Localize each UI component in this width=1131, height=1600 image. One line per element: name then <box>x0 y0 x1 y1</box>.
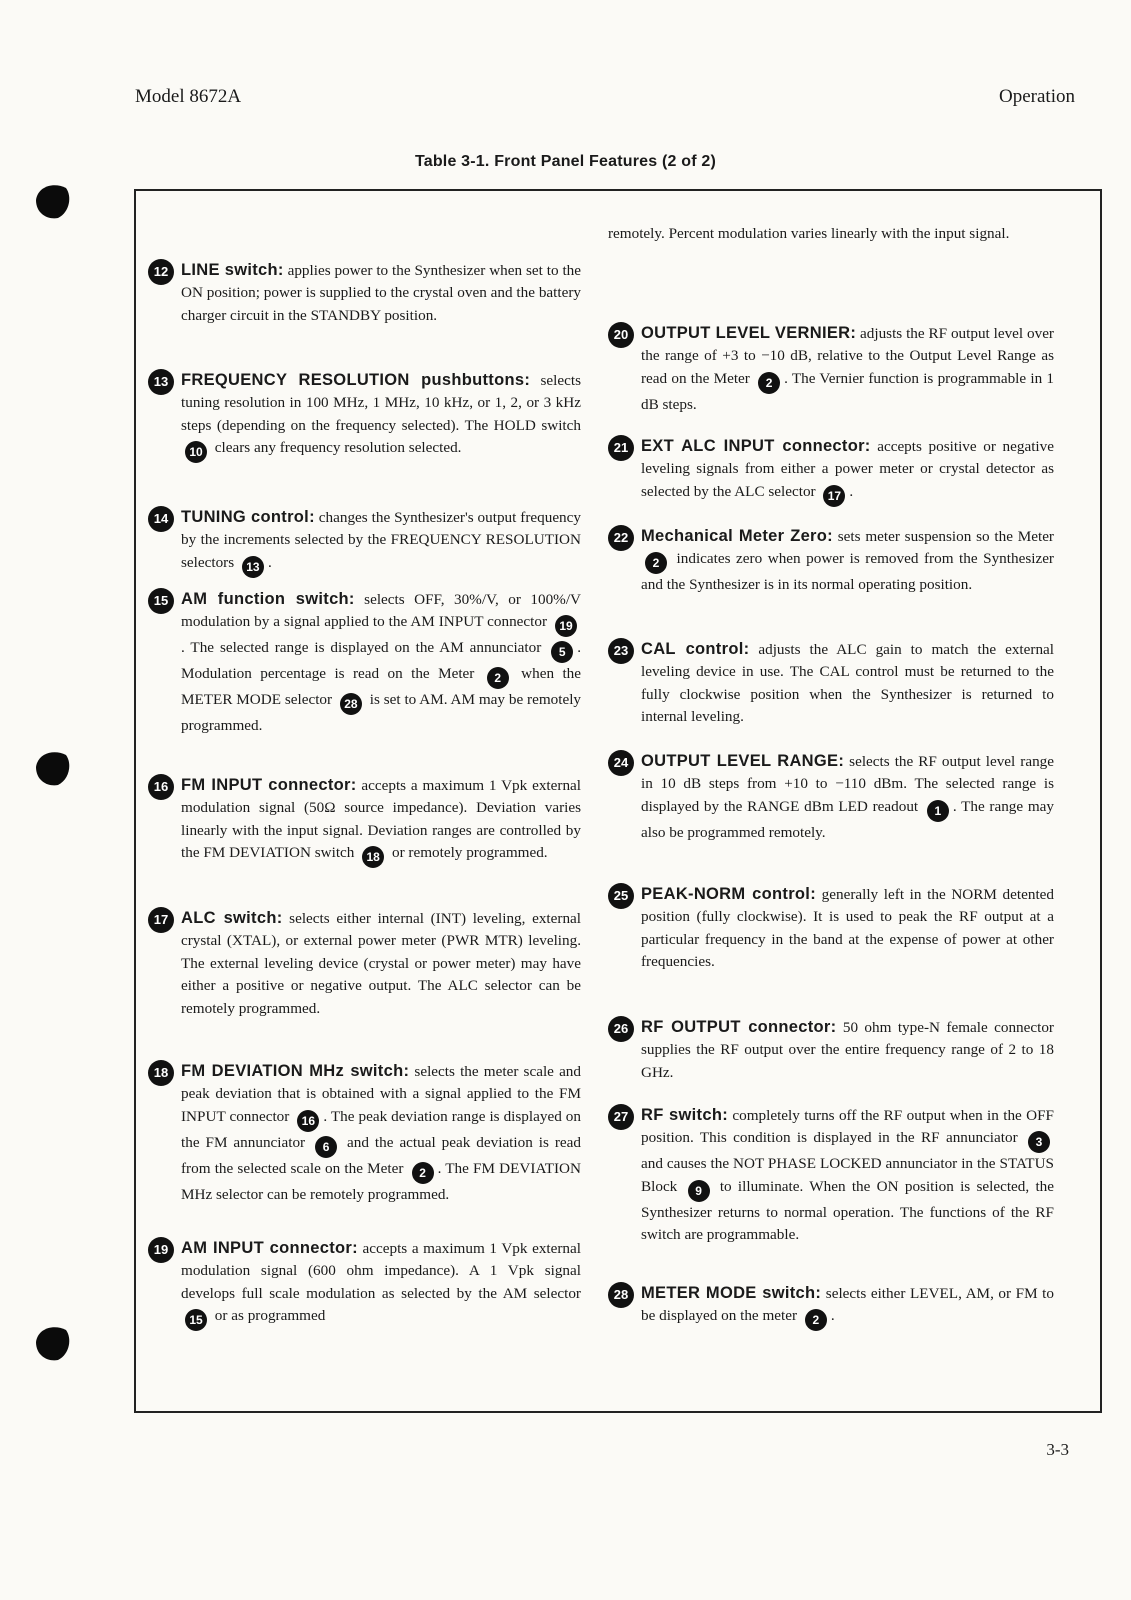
callout-number-icon: 12 <box>148 259 174 285</box>
callout-number-icon: 25 <box>608 883 634 909</box>
callout-number-icon: 16 <box>148 774 174 800</box>
feature-description: . Modulation percentage is read on the Meter <box>181 639 581 683</box>
callout-number-icon: 23 <box>608 638 634 664</box>
reference-number-icon: 10 <box>185 441 207 463</box>
reference-number-icon: 13 <box>242 556 264 578</box>
table-frame <box>134 189 1102 1413</box>
feature-label: OUTPUT LEVEL RANGE: <box>641 752 845 770</box>
feature-description: accepts a maximum 1 Vpk external modulation signal (600 ohm impedance). A 1 Vpk signal develops full scale modulation as selected by the AM selector <box>181 1240 581 1302</box>
feature-description: . The peak deviation range is displayed on the FM annunciator <box>181 1107 581 1151</box>
feature-item-17 <box>148 907 581 1020</box>
callout-number-icon: 24 <box>608 750 634 776</box>
feature-description: adjusts the ALC gain to match the external leveling device in use. The CAL control must be returned to the fully clockwise position when the Synthesizer is returned to internal leveling. <box>641 641 1054 726</box>
feature-item-13 <box>148 369 581 463</box>
feature-label: ALC switch: <box>181 909 283 927</box>
header-model: Model 8672A <box>135 86 242 107</box>
feature-description: when the METER MODE selector <box>181 665 582 709</box>
feature-description: selects the meter scale and peak deviation that is obtained with a signal applied to the FM INPUT connector <box>181 1063 581 1125</box>
feature-item-19 <box>148 1237 581 1331</box>
feature-item-18 <box>148 1060 581 1206</box>
feature-description: selects either internal (INT) leveling, external crystal (XTAL), or external power meter (PWR MTR) leveling. The external leveling device (crystal or power meter) may have either a positive or negative output. The ALC selector can be remotely programmed. <box>181 910 582 1017</box>
reference-number-icon: 2 <box>805 1309 827 1331</box>
feature-description: is set to AM. AM may be remotely programmed. <box>181 691 582 735</box>
callout-number-icon: 20 <box>608 322 634 348</box>
feature-label: RF OUTPUT connector: <box>641 1018 837 1036</box>
callout-number-icon: 13 <box>148 369 174 395</box>
feature-description: or remotely programmed. <box>388 844 548 862</box>
binder-hole-mark <box>30 1320 72 1364</box>
feature-item-20 <box>608 322 1054 416</box>
feature-item-25 <box>608 883 1054 974</box>
feature-label: RF switch: <box>641 1106 728 1124</box>
feature-item-15 <box>148 588 581 738</box>
continuation-text: remotely. Percent modulation varies linearly with the input signal. <box>608 225 1010 242</box>
feature-description: . The range may also be programmed remotely. <box>641 797 1055 841</box>
reference-number-icon: 6 <box>315 1136 337 1158</box>
feature-item-23 <box>608 638 1054 729</box>
header-section: Operation <box>999 86 1075 107</box>
callout-number-icon: 21 <box>608 435 634 461</box>
callout-number-icon: 27 <box>608 1104 634 1130</box>
feature-description: and causes the NOT PHASE LOCKED annunciator in the STATUS Block <box>641 1155 1054 1195</box>
feature-description: completely turns off the RF output when in the OFF position. This condition is displayed in the RF annunciator <box>641 1107 1055 1147</box>
feature-item-28 <box>608 1282 1054 1331</box>
callout-number-icon: 18 <box>148 1060 174 1086</box>
reference-number-icon: 3 <box>1028 1131 1050 1153</box>
callout-number-icon: 28 <box>608 1282 634 1308</box>
reference-number-icon: 2 <box>645 552 667 574</box>
feature-description: or as programmed <box>211 1307 326 1325</box>
reference-number-icon: 17 <box>823 485 845 507</box>
reference-number-icon: 2 <box>487 667 509 689</box>
feature-description: selects tuning resolution in 100 MHz, 1 MHz, 10 kHz, or 1, 2, or 3 kHz steps (depending on the frequency selected). The HOLD switch <box>181 372 582 434</box>
callout-number-icon: 17 <box>148 907 174 933</box>
reference-number-icon: 2 <box>758 372 780 394</box>
feature-label: EXT ALC INPUT connector: <box>641 437 871 455</box>
feature-label: TUNING control: <box>181 508 315 526</box>
table-title: Table 3-1. Front Panel Features (2 of 2) <box>414 153 717 170</box>
feature-label: AM function switch: <box>181 590 355 608</box>
callout-number-icon: 19 <box>148 1237 174 1263</box>
feature-label: FREQUENCY RESOLUTION pushbuttons: <box>181 371 531 389</box>
feature-description: to illuminate. When the ON position is selected, the Synthesizer returns to normal operation. The functions of the RF switch are programmable. <box>641 1177 1054 1244</box>
callout-number-icon: 26 <box>608 1016 634 1042</box>
feature-label: OUTPUT LEVEL VERNIER: <box>641 324 857 342</box>
feature-label: LINE switch: <box>181 261 284 279</box>
reference-number-icon: 15 <box>185 1309 207 1331</box>
feature-description: adjusts the RF output level over the range of +3 to −10 dB, relative to the Output Level Range as read on the Meter <box>641 325 1054 387</box>
reference-number-icon: 19 <box>555 615 577 637</box>
reference-number-icon: 18 <box>362 846 384 868</box>
feature-label: AM INPUT connector: <box>181 1239 358 1257</box>
feature-description: . The FM DEVIATION MHz selector can be remotely programmed. <box>181 1159 581 1203</box>
feature-label: Mechanical Meter Zero: <box>641 527 833 545</box>
reference-number-icon: 1 <box>927 800 949 822</box>
feature-description: selects OFF, 30%/V, or 100%/V modulation by a signal applied to the AM INPUT connector <box>181 591 582 631</box>
reference-number-icon: 28 <box>340 693 362 715</box>
feature-item-21 <box>608 435 1054 507</box>
feature-description: . <box>830 1307 835 1325</box>
feature-description: generally left in the NORM detented position (fully clockwise). It is used to peak the RF output at a particular frequency in the band at the expense of power at other frequencies. <box>641 886 1055 971</box>
callout-number-icon: 15 <box>148 588 174 614</box>
feature-description: selects the RF output level range in 10 dB steps from +10 to −110 dBm. The selected range is displayed by the RANGE dBm LED readout <box>641 753 1055 815</box>
callout-number-icon: 14 <box>148 506 174 532</box>
feature-label: FM DEVIATION MHz switch: <box>181 1062 410 1080</box>
feature-item-12 <box>148 259 581 327</box>
feature-description: indicates zero when power is removed from the Synthesizer and the Synthesizer is in its normal operating position. <box>641 550 1054 594</box>
feature-label: FM INPUT connector: <box>181 776 357 794</box>
feature-description: sets meter suspension so the Meter <box>832 528 1054 545</box>
feature-description: . The selected range is displayed on the AM annunciator <box>181 639 548 657</box>
feature-description: selects either LEVEL, AM, or FM to be displayed on the meter <box>641 1285 1054 1325</box>
feature-description: applies power to the Synthesizer when set to the ON position; power is supplied to the crystal oven and the battery charger circuit in the STANDBY position. <box>181 262 581 324</box>
feature-item-22 <box>608 525 1054 597</box>
feature-description: accepts a maximum 1 Vpk external modulation signal (50Ω source impedance). Deviation varies linearly with the input signal. Deviation ranges are controlled by the FM DEVIATION switch <box>181 777 581 862</box>
reference-number-icon: 9 <box>688 1180 710 1202</box>
feature-description: . <box>849 482 854 500</box>
feature-description: changes the Synthesizer's output frequency by the increments selected by the FREQUENCY RESOLUTION selectors <box>181 509 581 571</box>
feature-item-26 <box>608 1016 1054 1084</box>
reference-number-icon: 5 <box>551 641 573 663</box>
binder-hole-mark <box>30 745 72 789</box>
callout-number-icon: 22 <box>608 525 634 551</box>
page-number: 3-3 <box>1046 1440 1069 1459</box>
reference-number-icon: 16 <box>297 1110 319 1132</box>
feature-description: 50 ohm type-N female connector supplies the RF output over the entire frequency range of 2 to 18 GHz. <box>641 1019 1054 1081</box>
feature-description: and the actual peak deviation is read from the selected scale on the Meter <box>181 1133 581 1177</box>
feature-item-14 <box>148 506 581 578</box>
feature-item-24 <box>608 750 1054 844</box>
feature-label: PEAK-NORM control: <box>641 885 816 903</box>
feature-item-27 <box>608 1104 1054 1247</box>
feature-description: clears any frequency resolution selected. <box>211 439 462 457</box>
binder-hole-mark <box>30 178 72 222</box>
feature-description: . <box>267 553 272 571</box>
feature-description: accepts positive or negative leveling signals from either a power meter or crystal detector as selected by the ALC selector <box>641 438 1054 500</box>
reference-number-icon: 2 <box>412 1162 434 1184</box>
feature-label: CAL control: <box>641 640 750 658</box>
feature-item-16 <box>148 774 581 868</box>
feature-label: METER MODE switch: <box>641 1284 822 1302</box>
feature-description: . The Vernier function is programmable in 1 dB steps. <box>641 369 1055 413</box>
